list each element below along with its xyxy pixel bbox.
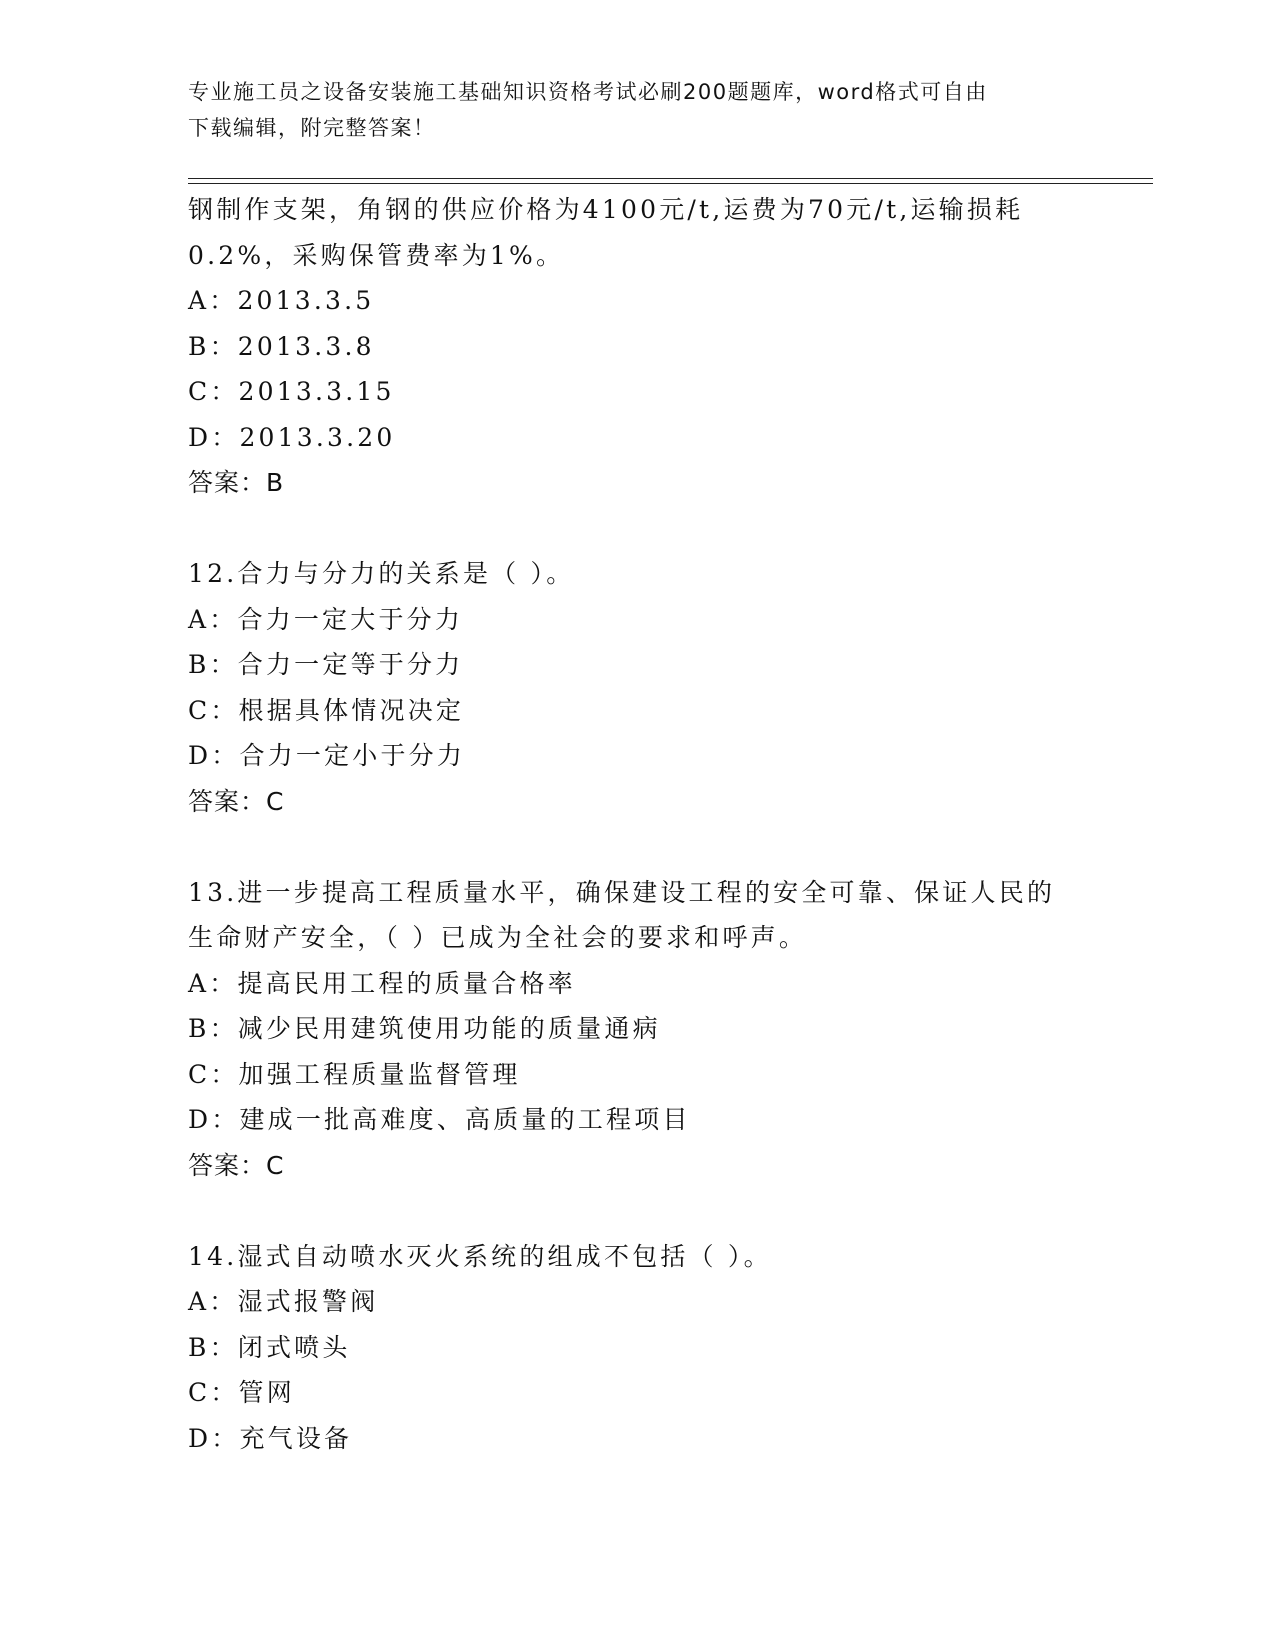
question-stem-line: 生命财产安全，（ ）已成为全社会的要求和呼声。 (188, 923, 808, 952)
option-a: A：2013.3.5 (188, 286, 375, 315)
option-c: C：加强工程质量监督管理 (188, 1059, 521, 1089)
question-stem-line: 0.2%，采购保管费率为1%。 (188, 240, 565, 270)
option-b: B：闭式喷头 (188, 1332, 351, 1362)
option-a: A：合力一定大于分力 (188, 604, 464, 634)
option-d: D：充气设备 (188, 1423, 353, 1453)
spacer (188, 506, 1088, 552)
option-a: A：湿式报警阀 (188, 1287, 379, 1316)
option-d: D：2013.3.20 (188, 422, 396, 452)
option-c: C：根据具体情况决定 (188, 695, 465, 725)
question-stem-line: 钢制作支架，角钢的供应价格为4100元/t,运费为70元/t,运输损耗 (188, 195, 1024, 224)
option-b: B：减少民用建筑使用功能的质量通病 (188, 1014, 661, 1043)
question-body (188, 187, 1088, 1461)
header-rule-top (188, 178, 1153, 179)
question-stem-line: 13.进一步提高工程质量水平，确保建设工程的安全可靠、保证人民的 (188, 877, 1056, 907)
option-b: B：2013.3.8 (188, 331, 375, 361)
spacer (188, 824, 1088, 870)
question-stem-line: 14.湿式自动喷水灭火系统的组成不包括（ ）。 (188, 1241, 772, 1271)
header-line-2: 下载编辑，附完整答案！ (188, 116, 436, 140)
option-a: A：提高民用工程的质量合格率 (188, 968, 576, 998)
document-header (188, 74, 1068, 146)
option-d: D：建成一批高难度、高质量的工程项目 (188, 1105, 691, 1134)
option-c: C：2013.3.15 (188, 377, 395, 406)
option-c: C：管网 (188, 1378, 295, 1407)
answer-line: 答案：C (188, 786, 285, 816)
answer-line: 答案：C (188, 1150, 285, 1180)
question-12 (188, 551, 1088, 824)
option-b: B：合力一定等于分力 (188, 650, 464, 679)
answer-line: 答案：B (188, 468, 285, 497)
question-11 (188, 187, 1088, 506)
question-14 (188, 1234, 1088, 1462)
question-stem-line: 12.合力与分力的关系是（ ）。 (188, 559, 575, 588)
spacer (188, 1188, 1088, 1234)
header-rule-bottom (188, 183, 1153, 184)
header-line-1: 专业施工员之设备安装施工基础知识资格考试必刷200题题库，word格式可自由 (188, 80, 988, 104)
option-d: D：合力一定小于分力 (188, 741, 466, 770)
question-13 (188, 870, 1088, 1189)
